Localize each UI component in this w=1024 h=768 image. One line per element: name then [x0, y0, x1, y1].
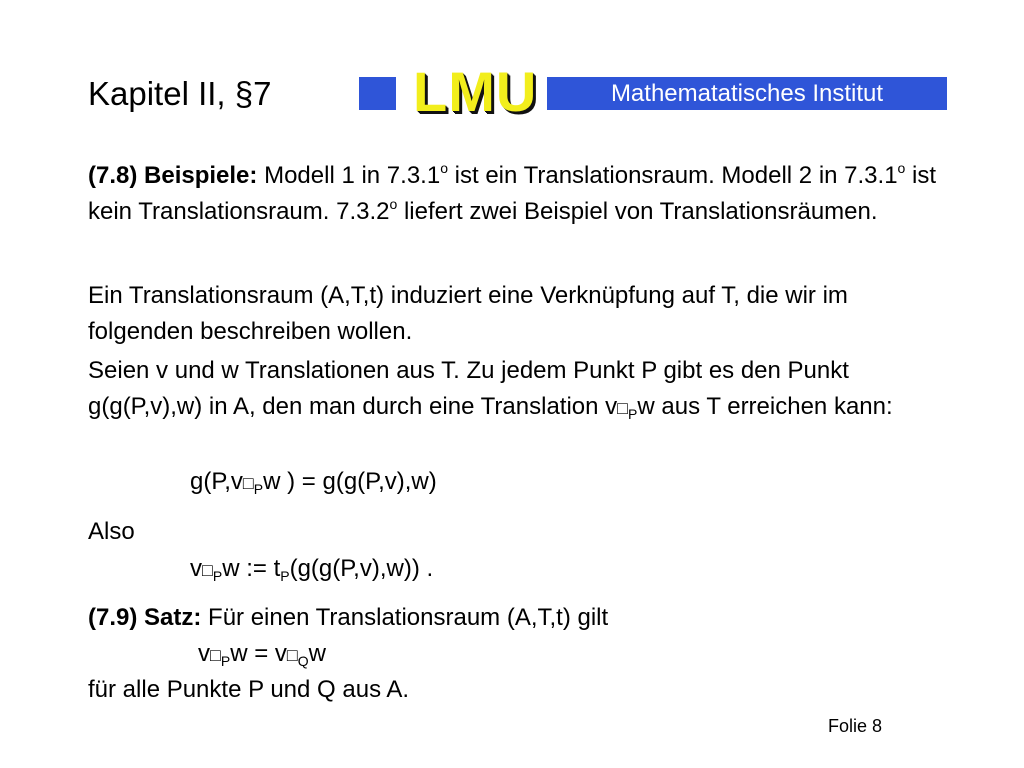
formula-composition [190, 464, 437, 501]
p3-text-1: Seien v und w Translationen aus T. Zu jedem Punkt P gibt es den Punkt g(g(P,v),w) in A, den man durch eine Translation v [88, 357, 849, 420]
f1-part-a: g(P,v [190, 468, 243, 495]
institute-banner: Mathematatisches Institut [547, 77, 947, 110]
f2-part-c: (g(g(P,v),w)) . [289, 555, 434, 582]
box-operator: □ [210, 645, 221, 665]
f2-part-a: v [190, 555, 202, 582]
beispiele-label: (7.8) Beispiele: [88, 162, 258, 189]
paragraph-beispiele [88, 158, 948, 230]
p1-degree-1: o [440, 160, 448, 176]
box-operator: □ [617, 398, 629, 418]
box-operator-2: □ [286, 645, 298, 665]
slide-title: Kapitel II, §7 [88, 75, 272, 112]
p1-text-3: ist kein Translationsraum. 7.3.2 [88, 162, 937, 225]
also-label: Also [88, 518, 135, 545]
subscript-p: P [212, 568, 223, 584]
f3-part-a: v [198, 640, 210, 667]
p3-text-2: w aus T erreichen kann: [637, 393, 893, 420]
f1-part-b: w ) = g(g(P,v),w) [263, 468, 437, 495]
p1-text-4: liefert zwei Beispiel von Translationsräumen. [397, 198, 878, 225]
lmu-logo: LMU [413, 60, 538, 123]
p1-text-2: ist ein Translationsraum. Modell 2 in 7.3.1 [447, 162, 898, 189]
satz-statement [88, 600, 608, 636]
p1-degree-3: o [389, 196, 398, 212]
logo-square [359, 77, 396, 110]
subscript-p: P [628, 406, 638, 422]
satz-text: Für einen Translationsraum (A,T,t) gilt [201, 604, 609, 631]
box-operator: □ [202, 560, 213, 580]
subscript-p-2: P [280, 568, 290, 584]
paragraph-seien [88, 353, 948, 426]
paragraph-translationsraum: Ein Translationsraum (A,T,t) induziert eine Verknüpfung auf T, die wir im folgenden beschreiben wollen. [88, 282, 848, 345]
formula-equality [198, 636, 326, 673]
satz-label: (7.9) Satz: [88, 604, 202, 631]
subscript-q: Q [297, 653, 309, 669]
p1-degree-2: o [897, 160, 906, 176]
f3-part-c: w [308, 640, 327, 667]
f3-part-b: w = v [230, 640, 287, 667]
formula-definition [190, 551, 433, 588]
satz-conclusion: für alle Punkte P und Q aus A. [88, 676, 410, 703]
f2-part-b: w := t [222, 555, 281, 582]
subscript-p: P [220, 653, 231, 669]
p1-text-1: Modell 1 in 7.3.1 [257, 162, 441, 189]
subscript-p: P [253, 481, 264, 497]
box-operator: □ [242, 473, 254, 493]
slide-number: Folie 8 [827, 716, 882, 736]
